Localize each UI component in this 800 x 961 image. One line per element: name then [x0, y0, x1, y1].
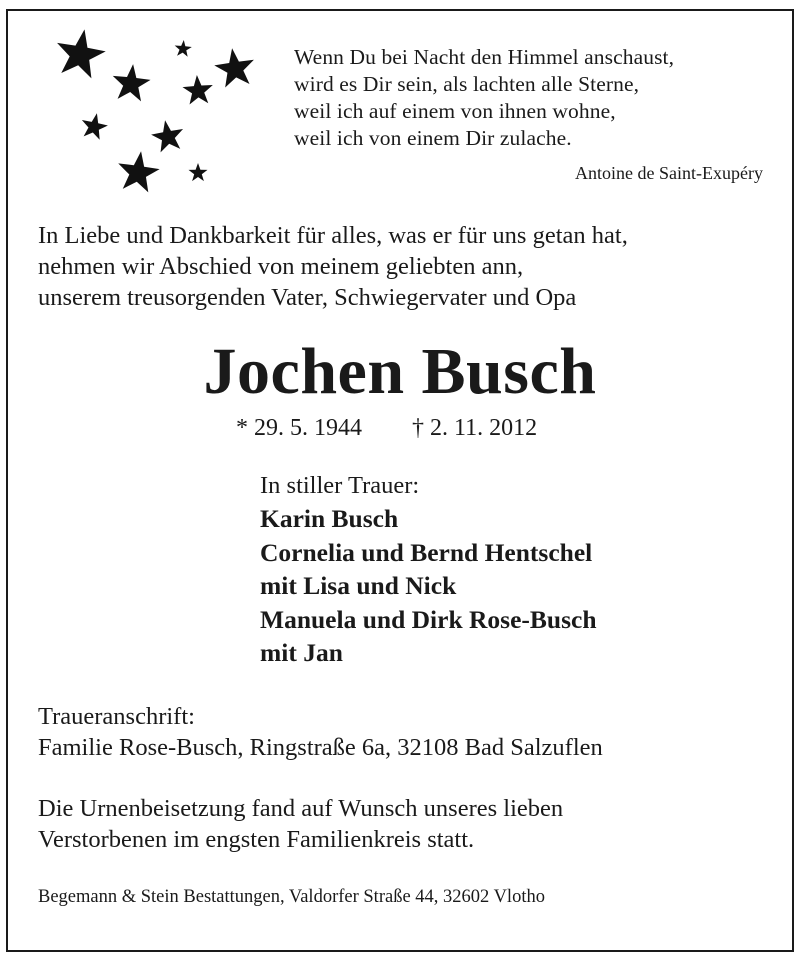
mourners-list	[260, 502, 597, 670]
notice-line: Die Urnenbeisetzung fand auf Wunsch unseres lieben	[38, 795, 564, 822]
burial-notice	[38, 793, 778, 855]
notice-line: Verstorbenen im engsten Familienkreis statt.	[38, 826, 475, 853]
star-icon	[79, 111, 110, 141]
quote-text	[294, 44, 774, 152]
intro-text	[38, 220, 778, 313]
star-icon	[189, 163, 208, 181]
death-date: † 2. 11. 2012	[412, 415, 538, 441]
quote-line: Wenn Du bei Nacht den Himmel anschaust,	[294, 45, 675, 69]
star-icon	[174, 39, 193, 57]
quote-line: wird es Dir sein, als lachten alle Sterne,	[294, 72, 640, 96]
mourner-name: Manuela und Dirk Rose-Busch	[260, 604, 597, 634]
star-icon	[212, 45, 257, 88]
address-label: Traueranschrift:	[38, 703, 195, 730]
star-icon	[115, 148, 162, 193]
intro-line: nehmen wir Abschied von meinem geliebten ann,	[38, 253, 524, 280]
quote-line: weil ich auf einem von ihnen wohne,	[294, 99, 616, 123]
mourning-label: In stiller Trauer:	[260, 472, 420, 499]
mourner-name: mit Jan	[260, 638, 343, 668]
quote-author: Antoine de Saint-Exupéry	[575, 163, 763, 183]
star-icon	[149, 117, 186, 153]
intro-line: unserem treusorgenden Vater, Schwiegervater und Opa	[38, 284, 577, 311]
mourner-name: Cornelia und Bernd Hentschel	[260, 537, 593, 567]
intro-line: In Liebe und Dankbarkeit für alles, was er für uns getan hat,	[38, 222, 628, 249]
quote-line: weil ich von einem Dir zulache.	[294, 126, 572, 150]
stars-decoration	[0, 0, 300, 210]
mourner-name: mit Lisa und Nick	[260, 571, 457, 601]
star-icon	[182, 74, 214, 105]
birth-date: * 29. 5. 1944	[236, 415, 362, 441]
address-value: Familie Rose-Busch, Ringstraße 6a, 32108 Bad Salzuflen	[38, 734, 603, 761]
deceased-name: Jochen Busch	[203, 335, 597, 408]
undertaker-footer: Begemann & Stein Bestattungen, Valdorfer Straße 44, 32602 Vlotho	[38, 887, 545, 907]
life-dates	[236, 413, 537, 443]
mourner-name: Karin Busch	[260, 504, 399, 533]
star-icon	[52, 25, 109, 80]
star-icon	[110, 62, 152, 102]
